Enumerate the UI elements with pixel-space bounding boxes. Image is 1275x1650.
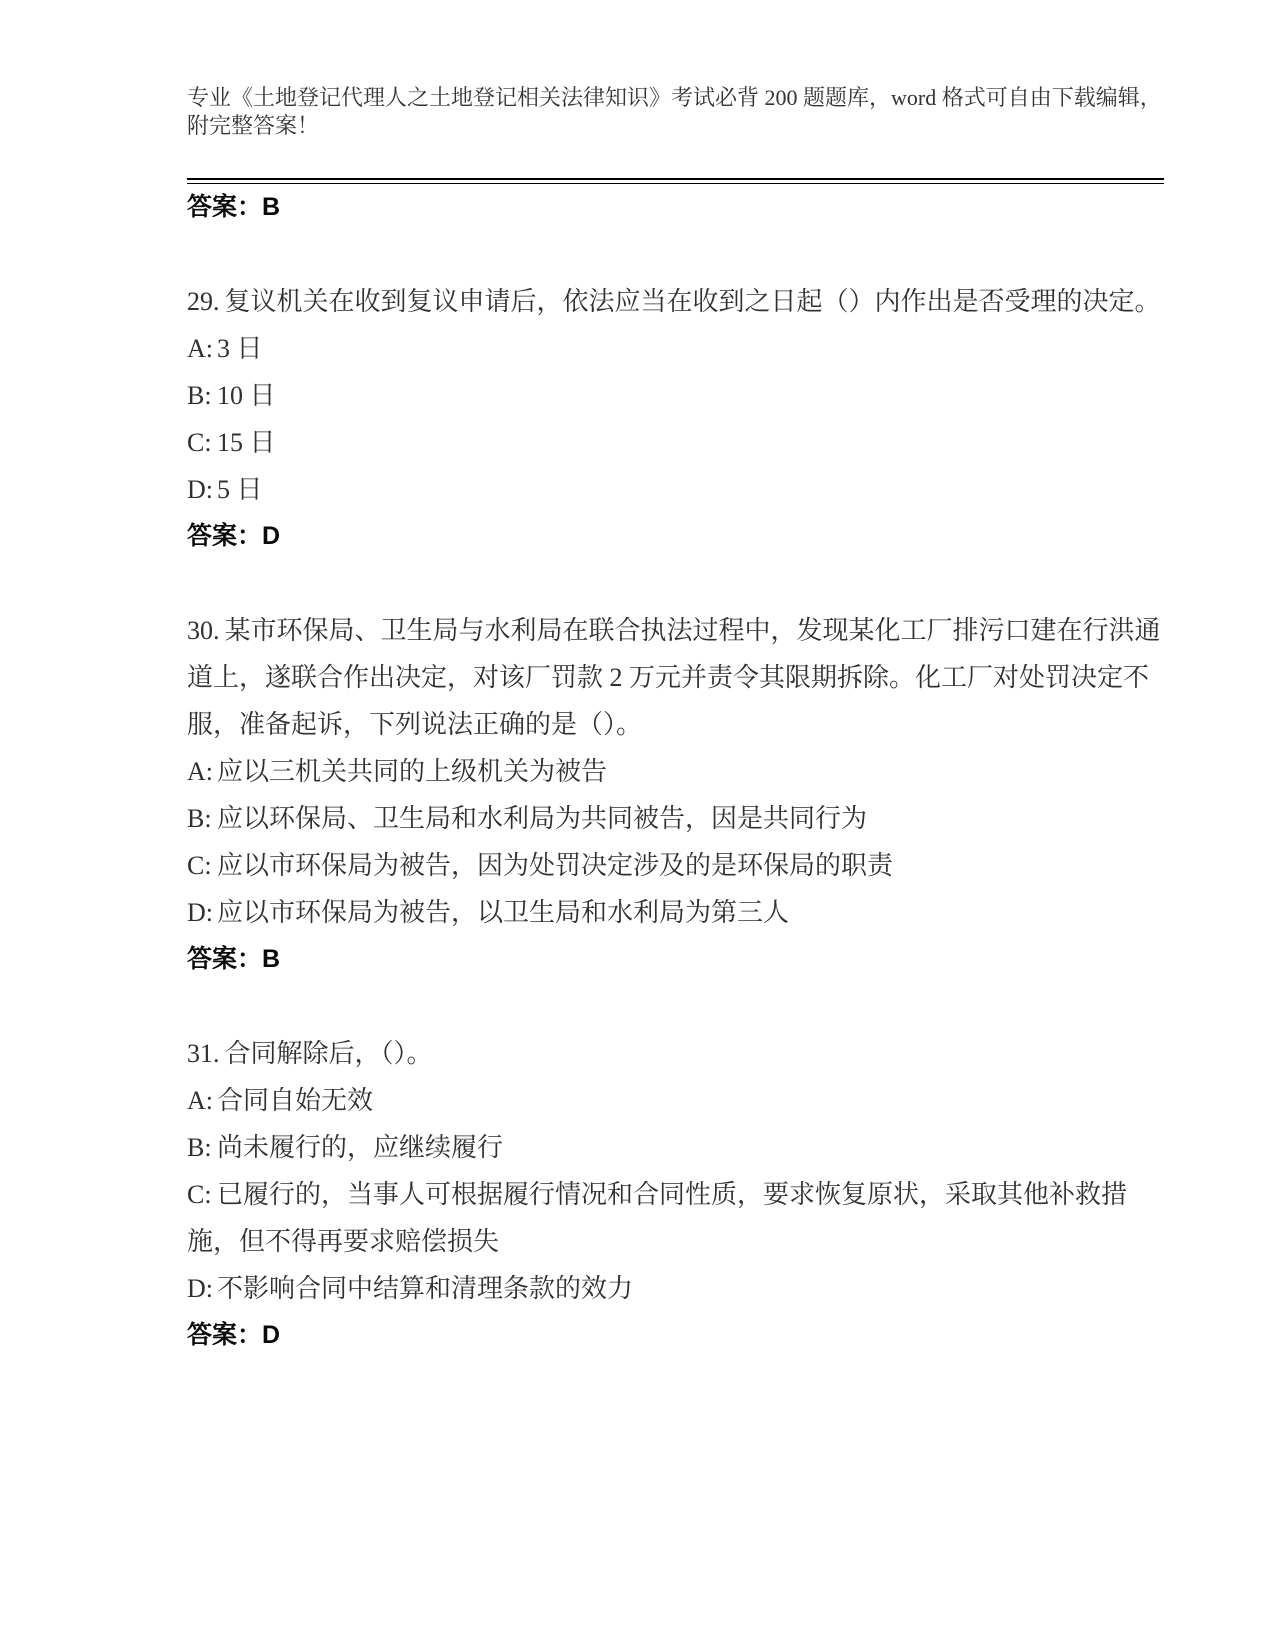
option-text: 应以市环保局为被告，以卫生局和水利局为第三人 bbox=[217, 898, 790, 927]
option-label: A: bbox=[187, 757, 213, 786]
option-text: 已履行的，当事人可根据履行情况和合同性质，要求恢复原状，采取其他补救措施，但不得再要求赔偿损失 bbox=[187, 1180, 1128, 1256]
question-block-30 bbox=[187, 607, 1164, 983]
option-line-b bbox=[187, 372, 1164, 419]
option-line-d bbox=[187, 466, 1164, 513]
option-line-a bbox=[187, 1077, 1164, 1124]
option-label: B: bbox=[187, 804, 212, 833]
document-content bbox=[187, 184, 1164, 1359]
option-line-c bbox=[187, 842, 1164, 889]
option-line-a bbox=[187, 748, 1164, 795]
page-header bbox=[187, 84, 1164, 184]
question-text: 某市环保局、卫生局与水利局在联合执法过程中，发现某化工厂排污口建在行洪通道上，遂联合作出决定，对该厂罚款 2 万元并责令其限期拆除。化工厂对处罚决定不服，准备起诉，下列说法正确的是（）。 bbox=[187, 616, 1161, 739]
answer-label: 答案： bbox=[187, 945, 263, 973]
option-text: 应以市环保局为被告，因为处罚决定涉及的是环保局的职责 bbox=[217, 851, 894, 880]
question-stem bbox=[187, 607, 1164, 748]
answer-line bbox=[187, 513, 1164, 560]
option-text: 应以环保局、卫生局和水利局为共同被告，因是共同行为 bbox=[217, 804, 868, 833]
option-label: A: bbox=[187, 334, 213, 363]
question-text: 复议机关在收到复议申请后，依法应当在收到之日起（）内作出是否受理的决定。 bbox=[224, 287, 1161, 316]
option-label: B: bbox=[187, 1133, 212, 1162]
option-line-c bbox=[187, 1171, 1164, 1265]
answer-value: D bbox=[262, 1321, 281, 1349]
page-margin-box bbox=[187, 84, 1164, 1359]
question-block-29 bbox=[187, 278, 1164, 560]
question-text: 合同解除后，（）。 bbox=[224, 1039, 433, 1068]
option-line-b bbox=[187, 795, 1164, 842]
option-text: 10 日 bbox=[217, 381, 276, 410]
answer-line bbox=[187, 1312, 1164, 1359]
prev-answer-line bbox=[187, 184, 1164, 231]
option-label: D: bbox=[187, 898, 213, 927]
option-label: C: bbox=[187, 851, 212, 880]
answer-line bbox=[187, 936, 1164, 983]
option-text: 合同自始无效 bbox=[217, 1086, 374, 1115]
option-label: D: bbox=[187, 475, 213, 504]
answer-value: D bbox=[262, 522, 281, 550]
question-block-31 bbox=[187, 1030, 1164, 1359]
option-line-b bbox=[187, 1124, 1164, 1171]
option-text: 5 日 bbox=[217, 475, 263, 504]
question-stem bbox=[187, 1030, 1164, 1077]
option-label: C: bbox=[187, 1180, 212, 1209]
option-text: 15 日 bbox=[217, 428, 276, 457]
question-number: 29. bbox=[187, 287, 220, 316]
question-number: 30. bbox=[187, 616, 220, 645]
option-text: 不影响合同中结算和清理条款的效力 bbox=[217, 1274, 634, 1303]
option-line-c bbox=[187, 419, 1164, 466]
answer-label: 答案： bbox=[187, 193, 263, 221]
answer-label: 答案： bbox=[187, 1321, 263, 1349]
option-label: C: bbox=[187, 428, 212, 457]
option-label: A: bbox=[187, 1086, 213, 1115]
answer-value: B bbox=[262, 945, 281, 973]
question-number: 31. bbox=[187, 1039, 220, 1068]
header-text: 专业《土地登记代理人之土地登记相关法律知识》考试必背 200 题题库，word 格式可自由下载编辑，附完整答案！ bbox=[187, 85, 1162, 138]
option-line-d bbox=[187, 889, 1164, 936]
option-text: 尚未履行的，应继续履行 bbox=[217, 1133, 504, 1162]
answer-value: B bbox=[262, 193, 281, 221]
option-label: B: bbox=[187, 381, 212, 410]
option-text: 应以三机关共同的上级机关为被告 bbox=[217, 757, 608, 786]
option-line-a bbox=[187, 325, 1164, 372]
question-stem bbox=[187, 278, 1164, 325]
option-line-d bbox=[187, 1265, 1164, 1312]
option-text: 3 日 bbox=[217, 334, 263, 363]
answer-label: 答案： bbox=[187, 522, 263, 550]
option-label: D: bbox=[187, 1274, 213, 1303]
